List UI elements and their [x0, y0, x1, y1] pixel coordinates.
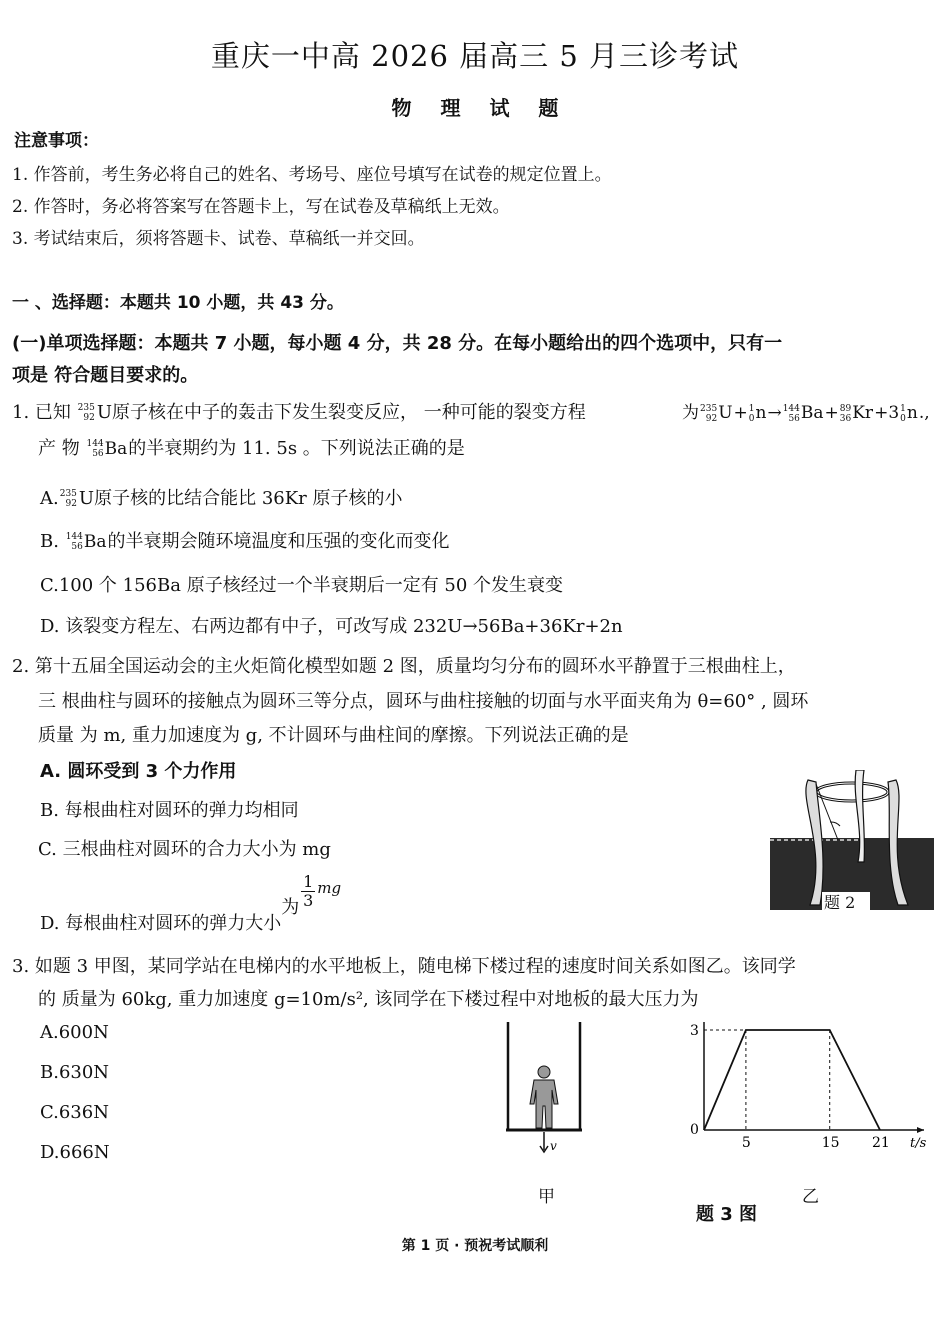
section-heading: 一 、选择题：本题共 10 小题，共 43 分。	[12, 293, 344, 313]
q2-option-c[interactable]: C. 三根曲柱对圆环的合力大小为 mg	[38, 839, 331, 860]
q2-option-a[interactable]: A. 圆环受到 3 个力作用	[40, 761, 237, 782]
fraction-one-third: $\frac{1}{3}$	[303, 872, 314, 910]
section-subheading-line1: (一)单项选择题：本题共 7 小题，每小题 4 分，共 28 分。在每小题给出的四个选项中，只有一	[12, 333, 783, 354]
note-item-2: 2. 作答时，务必将答案写在答题卡上，写在试卷及草稿纸上无效。	[12, 197, 510, 217]
velocity-label: v	[550, 1139, 557, 1153]
section-subheading-line2: 项是 符合题目要求的。	[12, 365, 199, 386]
q1-option-c[interactable]: C.100 个 156Ba 原子核经过一个半衰期后一定有 50 个发生衰变	[40, 575, 564, 596]
x-tick-label-21: 21	[872, 1135, 890, 1148]
q1-option-a[interactable]: A. 235 92 U原子核的比结合能比 36Kr 原子核的小	[40, 488, 403, 510]
exam-subject: 物 理 试 题	[391, 96, 559, 120]
q1-option-d[interactable]: D. 该裂变方程左、右两边都有中子，可改写成 232U→56Ba+36Kr+2n	[40, 616, 623, 637]
q1-option-b[interactable]: B. 144 56 Ba的半衰期会随环境温度和压强的变化而变化	[40, 531, 450, 553]
q3-option-c[interactable]: C.636N	[40, 1102, 109, 1123]
q2-line2: 三 根曲柱与圆环的接触点为圆环三等分点，圆环与曲柱接触的切面与水平面夹角为 θ=60° , 圆环	[38, 691, 809, 712]
nuclide-u235: 235 92	[77, 403, 95, 424]
note-item-1: 1. 作答前，考生务必将自己的姓名、考场号、座位号填写在试卷的规定位置上。	[12, 165, 612, 185]
q1-line1	[12, 398, 586, 424]
x-axis-arrow	[917, 1127, 924, 1133]
figure-jia-label: 甲	[538, 1187, 555, 1207]
q2-option-d[interactable]: D. 每根曲柱对圆环的弹力大小为 $\frac{1}{3}$ $^{mg}$	[40, 872, 342, 934]
x-axis-label: t/s	[910, 1136, 927, 1148]
figure-yi-label: 乙	[802, 1187, 819, 1207]
x-tick-label-0: 0	[690, 1122, 699, 1138]
elevator-figure	[500, 1022, 590, 1157]
exam-title: 重庆一中高 2026 届高三 5 月三诊考试	[210, 39, 740, 73]
q2-line3: 质量 为 m, 重力加速度为 g, 不计圆环与曲柱间的摩擦。下列说法正确的是	[38, 725, 629, 746]
q2-line1: 2. 第十五届全国运动会的主火炬简化模型如题 2 图，质量均匀分布的圆环水平静置于三根曲柱上，	[12, 656, 796, 677]
q3-option-b[interactable]: B.630N	[40, 1062, 110, 1083]
q3-option-d[interactable]: D.666N	[40, 1142, 110, 1163]
q1-line1-text: U原子核在中子的轰击下发生裂变反应， 一种可能的裂变方程	[96, 402, 586, 423]
q3-option-a[interactable]: A.600N	[40, 1022, 109, 1043]
theta-label: θ	[824, 825, 832, 839]
q3-line1: 3. 如题 3 甲图，某同学站在电梯内的水平地板上，随电梯下楼过程的速度时间关系如图乙。该同学	[12, 956, 796, 977]
q3-line2: 的 质量为 60kg, 重力加速度 g=10m/s², 该同学在下楼过程中对地板的最大压力为	[38, 989, 699, 1010]
x-tick-label-5: 5	[741, 1135, 751, 1148]
torch-figure	[768, 770, 936, 915]
q1-line2: 产 物 144 56 Ba的半衰期约为 11. 5s 。下列说法正确的是	[38, 438, 465, 460]
fission-equation: 为 235 92 U+ 1 0 n→ 144 56 Ba+ 89 36 Kr+3 1 0 n.,	[682, 403, 930, 424]
q1-number-text: 1. 已知	[12, 402, 71, 423]
figure3-caption: 题 3 图	[696, 1204, 758, 1225]
velocity-series-line	[704, 1030, 880, 1130]
note-item-3: 3. 考试结束后，须将答题卡、试卷、草稿纸一并交回。	[12, 229, 425, 249]
y-tick-label-3: 3	[690, 1023, 699, 1039]
nuclide-ba144: 144 56 Ba	[86, 438, 128, 460]
q2-option-b[interactable]: B. 每根曲柱对圆环的弹力均相同	[40, 800, 299, 821]
person-icon	[530, 1066, 558, 1128]
figure2-caption: 题 2	[824, 893, 856, 912]
vt-chart	[680, 1018, 938, 1148]
page-footer: 第 1 页 · 预祝考试顺利	[401, 1238, 549, 1254]
notes-heading: 注意事项：	[14, 131, 99, 151]
x-tick-label-15: 15	[821, 1135, 840, 1148]
